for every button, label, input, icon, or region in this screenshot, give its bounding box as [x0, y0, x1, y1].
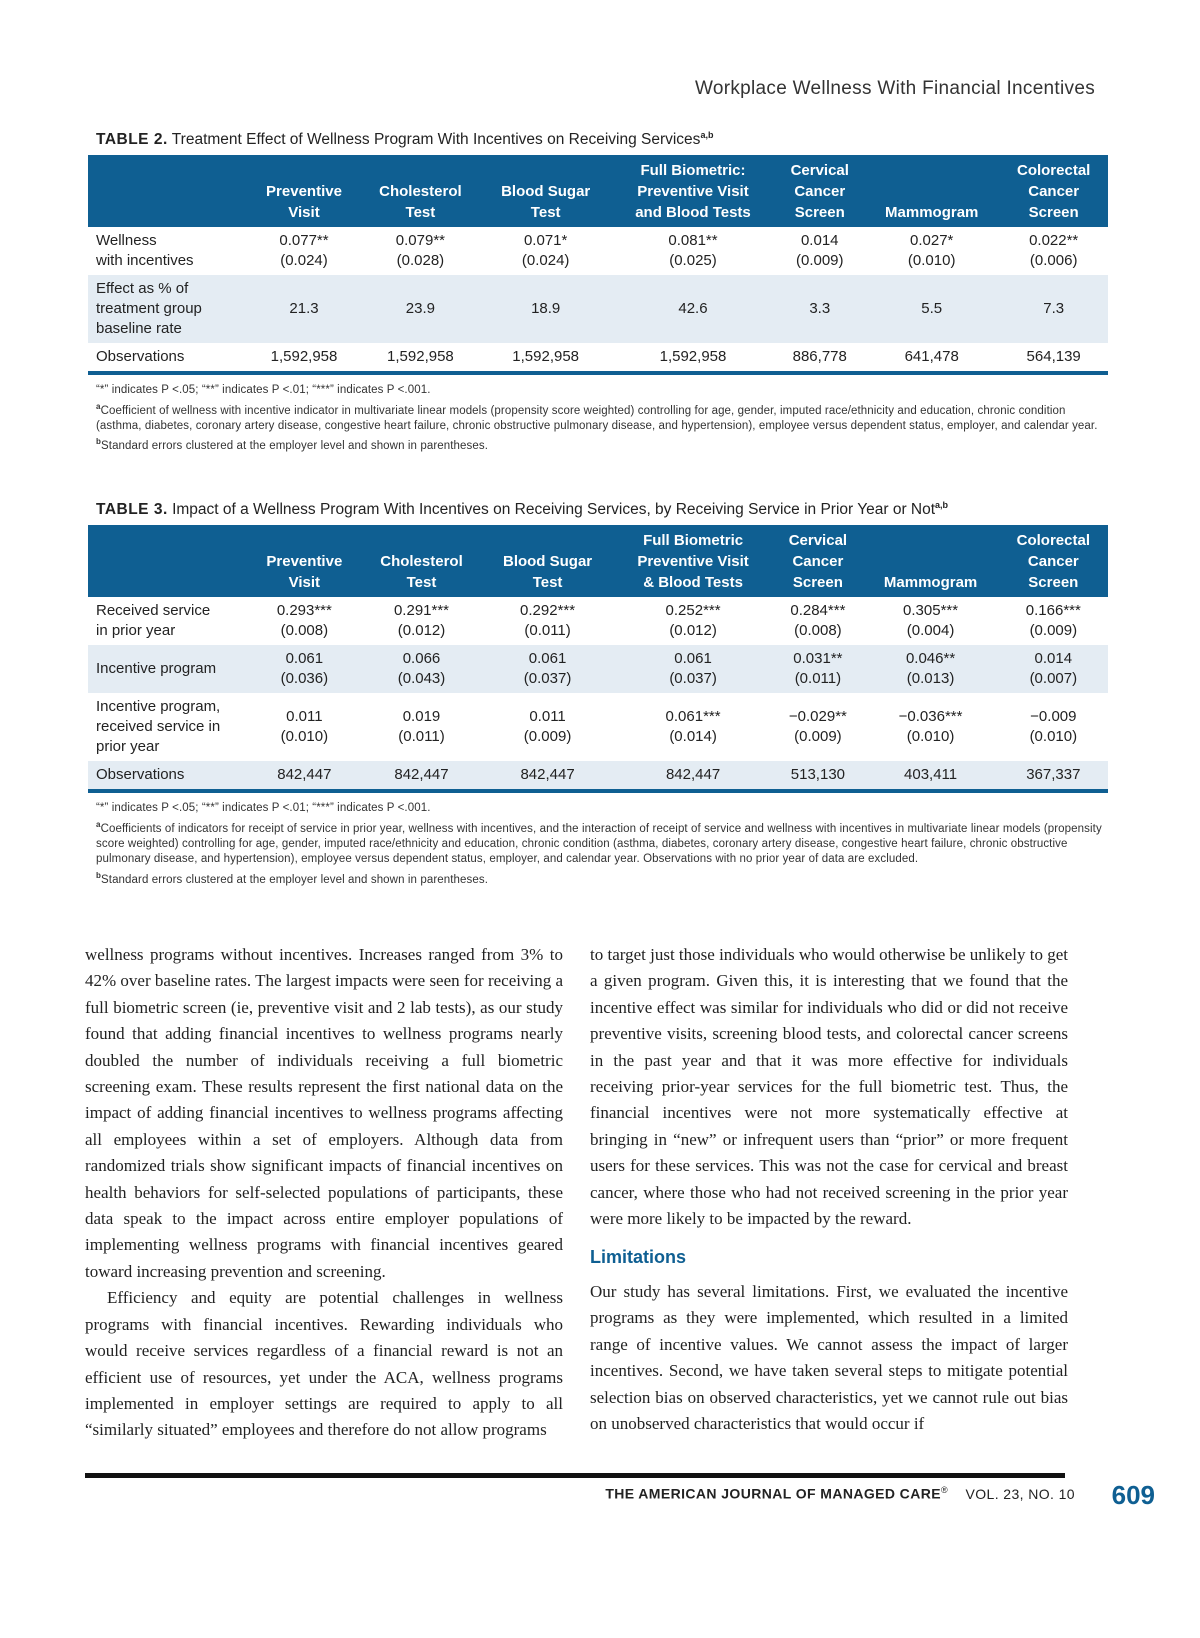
cell-value: (0.037) — [523, 670, 572, 688]
cell-value: 842,447 — [665, 766, 721, 784]
cell-value: 5.5 — [921, 300, 943, 318]
column-header-line: Screen — [794, 204, 845, 222]
column-header — [361, 525, 483, 597]
column-header-line — [92, 183, 96, 200]
footer — [605, 1485, 1075, 1502]
column-header-line: Colorectal — [1016, 162, 1091, 180]
cell-value: (0.013) — [906, 670, 955, 688]
cell-value: 1,592,958 — [270, 348, 338, 366]
cell-value: 0.061 — [528, 650, 567, 668]
cell-value: (0.012) — [397, 622, 446, 640]
cell-value: 403,411 — [904, 766, 958, 784]
column-header-line: Blood Sugar — [501, 183, 591, 201]
table-3-notes — [96, 801, 1108, 888]
cell-value: (0.025) — [669, 252, 717, 270]
cell-value: 842,447 — [394, 766, 449, 784]
cell-value: 0.014 — [800, 232, 839, 250]
journal-name: THE AMERICAN JOURNAL OF MANAGED CARE — [605, 1485, 941, 1502]
column-header-line: Visit — [288, 574, 321, 592]
cell-value: (0.011) — [524, 622, 571, 640]
cell-value: (0.006) — [1029, 252, 1078, 270]
column-header-line — [418, 162, 422, 179]
table-cell — [360, 343, 481, 373]
row-label — [88, 645, 248, 693]
column-header-line — [930, 162, 934, 179]
table-3-label: TABLE 3. — [96, 501, 168, 519]
cell-value: (0.009) — [795, 252, 844, 270]
row-label-line: Observations — [96, 348, 185, 366]
table-row — [88, 597, 1108, 645]
column-header-line: Test — [405, 204, 436, 222]
cell-value: 18.9 — [531, 300, 561, 318]
column-header-line — [544, 162, 548, 179]
table-cell — [481, 227, 611, 275]
cell-value: (0.009) — [523, 728, 572, 746]
row-label-line: Incentive program, — [96, 698, 221, 716]
table-cell — [613, 761, 773, 791]
column-header-line: Cholesterol — [380, 553, 463, 571]
cell-value: (0.004) — [906, 622, 955, 640]
row-label — [88, 597, 248, 645]
table-cell — [482, 645, 613, 693]
cell-value: (0.010) — [906, 728, 955, 746]
cell-value: (0.011) — [794, 670, 842, 688]
table-row — [88, 693, 1108, 761]
table-note — [96, 383, 1108, 399]
cell-value: 842,447 — [277, 766, 332, 784]
table-2-caption — [96, 130, 1108, 149]
table-cell — [248, 645, 361, 693]
column-header-line — [545, 532, 549, 549]
table-cell — [999, 227, 1108, 275]
table-note — [96, 399, 1108, 435]
table-cell — [999, 761, 1108, 791]
column-header — [999, 525, 1108, 597]
column-header-line: Preventive Visit — [637, 183, 749, 201]
table-3-title: Impact of a Wellness Program With Incentives on Receiving Services, by Receiving Service in Prior Year or Not — [172, 501, 936, 519]
column-header — [611, 155, 776, 227]
row-label-line: with incentives — [96, 252, 194, 270]
column-header-line: and Blood Tests — [635, 204, 751, 222]
note-text: Coefficient of wellness with incentive indicator in multivariate linear models (propensity score weighted) controlling for age, gender, imputed race/ethnicity and education, chronic condition (asthma, diabetes, coronary artery disease, congestive heart failure, chronic obstructive pulmonary disease, and hypertension), employee versus dependent status, employer, and calendar year. — [96, 404, 1098, 432]
table-cell — [360, 275, 481, 343]
table-cell — [999, 597, 1108, 645]
row-label — [88, 275, 248, 343]
table-cell — [361, 761, 483, 791]
body-column-left — [85, 942, 563, 1444]
row-label-line: in prior year — [96, 622, 176, 640]
cell-value: 0.066 — [402, 650, 441, 668]
table-2-notes — [96, 383, 1108, 455]
column-header-line — [419, 532, 423, 549]
registered-mark: ® — [940, 1485, 948, 1495]
cell-value: 3.3 — [809, 300, 831, 318]
table-cell — [999, 275, 1108, 343]
table-cell — [773, 597, 862, 645]
column-header-line: Full Biometric — [643, 532, 744, 550]
table-cell — [862, 645, 998, 693]
column-header — [864, 155, 999, 227]
row-label-line: prior year — [96, 738, 160, 756]
column-header — [613, 525, 773, 597]
cell-value: 564,139 — [1026, 348, 1081, 366]
column-header — [248, 525, 361, 597]
cell-value: 1,592,958 — [659, 348, 727, 366]
row-label-line: Wellness — [96, 232, 157, 250]
column-header-line: Mammogram — [883, 574, 978, 592]
table-2-header-row — [88, 155, 1108, 227]
column-header-line — [92, 204, 96, 221]
column-header-line: Cholesterol — [379, 183, 462, 201]
cell-value: 0.027* — [910, 232, 954, 250]
cell-value: 0.011 — [286, 708, 323, 726]
note-mark: a — [96, 819, 101, 829]
note-mark: b — [96, 870, 101, 880]
table-note — [96, 868, 1108, 888]
cell-value: 0.061 — [674, 650, 712, 668]
table-cell — [611, 227, 776, 275]
cell-value: 0.284*** — [790, 602, 846, 620]
cell-value: (0.024) — [521, 252, 570, 270]
cell-value: 0.061*** — [665, 708, 721, 726]
column-header-line — [930, 183, 934, 200]
column-header-line: Full Biometric: — [640, 162, 746, 180]
table-cell — [361, 693, 483, 761]
cell-value: (0.037) — [669, 670, 717, 688]
table-cell — [773, 693, 862, 761]
table-row — [88, 343, 1108, 373]
column-header-line — [928, 532, 932, 549]
cell-value: 1,592,958 — [387, 348, 454, 366]
column-header-line: Cancer — [1027, 553, 1079, 571]
table-note — [96, 801, 1108, 817]
column-header-line: Screen — [792, 574, 843, 592]
cell-value: (0.010) — [907, 252, 956, 270]
cell-value: 0.077** — [279, 232, 329, 250]
section-heading-limitations: Limitations — [590, 1247, 687, 1268]
table-cell — [864, 227, 999, 275]
cell-value: (0.036) — [280, 670, 329, 688]
row-label-line: received service in — [96, 718, 221, 736]
column-header-line: Colorectal — [1016, 532, 1090, 550]
table-cell — [481, 343, 611, 373]
body-paragraph: Efficiency and equity are potential challenges in wellness programs with financial incentives. Rewarding individuals who would receive services regardless of a financial reward is not an efficient use of resources, yet under the ACA, wellness programs implemented in employer settings are required to apply to all “similarly situated” employees and therefore do not allow programs — [85, 1288, 563, 1440]
column-header-line — [92, 162, 96, 179]
table-cell — [248, 693, 361, 761]
table-cell — [611, 343, 776, 373]
cell-value: 0.079** — [395, 232, 445, 250]
column-header — [999, 155, 1108, 227]
body-column-right — [590, 942, 1068, 1437]
cell-value: (0.008) — [280, 622, 329, 640]
table-cell — [248, 597, 361, 645]
table-cell — [999, 343, 1108, 373]
column-header-line — [302, 162, 306, 179]
table-cell — [482, 693, 613, 761]
row-label-line: Effect as % of — [96, 280, 189, 298]
column-header-line: & Blood Tests — [643, 574, 743, 592]
table-2-title: Treatment Effect of Wellness Program With Incentives on Receiving Services — [171, 131, 701, 149]
column-header-line: Visit — [288, 204, 320, 222]
table-cell — [613, 645, 773, 693]
page-number: 609 — [1111, 1480, 1155, 1510]
table-row — [88, 275, 1108, 343]
cell-value: −0.029** — [788, 708, 847, 726]
column-header-line: Preventive Visit — [637, 553, 749, 571]
stub-header — [88, 155, 248, 227]
cell-value: 0.305*** — [903, 602, 959, 620]
cell-value: (0.008) — [794, 622, 842, 640]
cell-value: 0.061 — [285, 650, 324, 668]
cell-value: 1,592,958 — [512, 348, 580, 366]
cell-value: (0.014) — [669, 728, 717, 746]
cell-value: 0.031** — [793, 650, 843, 668]
column-header — [862, 525, 998, 597]
volume-issue: VOL. 23, NO. 10 — [965, 1485, 1075, 1502]
cell-value: (0.011) — [398, 728, 445, 746]
row-label — [88, 343, 248, 373]
column-header — [481, 155, 611, 227]
table-cell — [775, 227, 864, 275]
row-label-line: treatment group — [96, 300, 202, 318]
row-label — [88, 761, 248, 791]
column-header-line: Cervical — [790, 162, 849, 180]
footer-rule — [85, 1473, 1065, 1478]
table-2 — [88, 155, 1108, 375]
cell-value: 367,337 — [1026, 766, 1081, 784]
column-header-line: Cancer — [1028, 183, 1080, 201]
column-header-line: Blood Sugar — [502, 553, 593, 571]
table-cell — [248, 227, 360, 275]
cell-value: 0.011 — [529, 708, 566, 726]
cell-value: 0.293*** — [276, 602, 332, 620]
table-cell — [361, 597, 483, 645]
row-label-line: Received service — [96, 602, 211, 620]
table-cell — [999, 693, 1108, 761]
column-header — [773, 525, 862, 597]
cell-value: 641,478 — [904, 348, 959, 366]
column-header-line: Test — [530, 204, 561, 222]
table-cell — [481, 275, 611, 343]
column-header-line: Cervical — [788, 532, 848, 550]
column-header-line: Test — [532, 574, 563, 592]
cell-value: 886,778 — [792, 348, 847, 366]
table-cell — [611, 275, 776, 343]
column-header-line: Preventive — [266, 183, 342, 201]
table-3 — [88, 525, 1108, 793]
table-row — [88, 761, 1108, 791]
column-header-line: Test — [406, 574, 437, 592]
column-header-line: Cancer — [792, 553, 844, 571]
table-cell — [773, 645, 862, 693]
cell-value: 0.291*** — [393, 602, 450, 620]
cell-value: 42.6 — [678, 300, 708, 318]
cell-value: (0.028) — [396, 252, 445, 270]
table-3-header-row — [88, 525, 1108, 597]
cell-value: 0.019 — [402, 708, 441, 726]
stub-header — [88, 525, 248, 597]
table-cell — [248, 343, 360, 373]
table-cell — [613, 693, 773, 761]
table-cell — [775, 343, 864, 373]
table-cell — [361, 645, 483, 693]
column-header-line: Cancer — [794, 183, 846, 201]
cell-value: −0.036*** — [898, 708, 963, 726]
table-row — [88, 227, 1108, 275]
table-note — [96, 817, 1108, 868]
table-cell — [482, 597, 613, 645]
table-2-sup: a,b — [700, 130, 714, 140]
table-3-sup: a,b — [935, 500, 949, 510]
row-label — [88, 693, 248, 761]
column-header-line: Mammogram — [885, 204, 979, 222]
note-mark: a — [96, 401, 101, 411]
column-header-line — [928, 553, 932, 570]
note-text: Standard errors clustered at the employer level and shown in parentheses. — [101, 440, 489, 453]
table-3-block — [88, 500, 1108, 888]
column-header-line: Screen — [1028, 204, 1079, 222]
note-text: Coefficients of indicators for receipt of service in prior year, wellness with incentives, and the interaction of receipt of service and wellness with incentives in multivariate linear models (propensity score weighted) controlling for age, gender, imputed race/ethnicity and education, chronic condition (asthma, diabetes, coronary artery disease, congestive heart failure, chronic obstructive pulmonary disease, and hypertension), employee versus dependent status, employer, and calendar year. Observations with no prior year of data are excluded. — [96, 822, 1102, 866]
table-cell — [864, 275, 999, 343]
row-label-line: Observations — [96, 766, 185, 784]
cell-value: 842,447 — [520, 766, 575, 784]
row-label-line: Incentive program — [96, 660, 217, 678]
column-header — [482, 525, 613, 597]
cell-value: (0.009) — [794, 728, 842, 746]
body-paragraph: to target just those individuals who would otherwise be unlikely to get a given program. Given this, it is interesting that we found that the incentive effect was similar for individuals who did or did not receive preventive visits, screening blood tests, and colorectal cancer screens in the past year and that it was more effective for individuals receiving prior-year services for the full biometric test. Thus, the financial incentives were not more systematically effective at bringing in “new” or infrequent users than “prior” or more frequent users for these services. This was not the case for cervical and breast cancer, where those who had not received screening in the prior year were more likely to be impacted by the reward. — [590, 945, 1068, 1229]
table-2-block — [88, 130, 1108, 455]
cell-value: 0.166*** — [1025, 602, 1081, 620]
row-label — [88, 227, 248, 275]
table-cell — [482, 761, 613, 791]
cell-value: 0.292*** — [520, 602, 576, 620]
body-paragraph: Our study has several limitations. First, we evaluated the incentive programs as they were implemented, which resulted in a limited range of incentive values. We cannot assess the impact of larger incentives. Second, we have taken several steps to mitigate potential selection bias on observed characteristics, yet we cannot rule out bias on unobserved characteristics that would occur if — [590, 1281, 1068, 1433]
cell-value: 0.046** — [905, 650, 956, 668]
table-cell — [613, 597, 773, 645]
cell-value: (0.010) — [1029, 728, 1078, 746]
cell-value: 0.014 — [1034, 650, 1073, 668]
table-cell — [248, 761, 361, 791]
table-cell — [862, 693, 998, 761]
table-cell — [999, 645, 1108, 693]
column-header-line — [92, 532, 96, 549]
table-note — [96, 434, 1108, 454]
note-mark: b — [96, 437, 101, 447]
table-cell — [773, 761, 862, 791]
cell-value: (0.009) — [1029, 622, 1078, 640]
cell-value: 23.9 — [405, 300, 435, 318]
cell-value: (0.010) — [280, 728, 329, 746]
table-cell — [775, 275, 864, 343]
column-header-line: Screen — [1028, 574, 1079, 592]
table-2-label: TABLE 2. — [96, 131, 168, 149]
column-header — [775, 155, 864, 227]
cell-value: 0.081** — [668, 232, 718, 250]
cell-value: (0.012) — [669, 622, 717, 640]
table-cell — [862, 761, 998, 791]
column-header — [360, 155, 481, 227]
note-text: “*” indicates P <.05; “**” indicates P <.01; “***” indicates P <.001. — [96, 384, 431, 397]
column-header-line — [92, 553, 96, 570]
cell-value: 21.3 — [289, 300, 319, 318]
note-text: “*” indicates P <.05; “**” indicates P <.01; “***” indicates P <.001. — [96, 802, 431, 815]
column-header-line — [92, 574, 96, 591]
table-row — [88, 645, 1108, 693]
running-head: Workplace Wellness With Financial Incentives — [694, 78, 1095, 99]
table-cell — [862, 597, 998, 645]
cell-value: 7.3 — [1043, 300, 1065, 318]
row-label-line: baseline rate — [96, 320, 182, 338]
cell-value: 0.022** — [1029, 232, 1079, 250]
cell-value: 0.071* — [523, 232, 568, 250]
body-paragraph: wellness programs without incentives. Increases ranged from 3% to 42% over baseline rates. The largest impacts were seen for receiving a full biometric screen (ie, preventive visit and 2 lab tests), as our study found that adding financial incentives to wellness programs nearly doubled the number of individuals receiving a full biometric screening exam. These results represent the first national data on the impact of adding financial incentives to wellness programs affecting all employees within a set of employers. Although data from randomized trials show significant impacts of financial incentives on health behaviors for self-selected populations of participants, these data speak to the impact across entire employer populations of implementing wellness programs with financial incentives geared toward increasing prevention and screening. — [85, 945, 564, 1281]
column-header — [248, 155, 360, 227]
table-cell — [248, 275, 360, 343]
table-3-caption — [96, 500, 1108, 519]
cell-value: 0.252*** — [665, 602, 721, 620]
cell-value: 513,130 — [790, 766, 846, 784]
cell-value: (0.043) — [397, 670, 446, 688]
column-header-line — [302, 532, 306, 549]
table-cell — [360, 227, 481, 275]
cell-value: −0.009 — [1030, 708, 1077, 726]
note-text: Standard errors clustered at the employer level and shown in parentheses. — [101, 873, 489, 886]
table-cell — [864, 343, 999, 373]
column-header-line: Preventive — [266, 553, 343, 571]
cell-value: (0.024) — [280, 252, 328, 270]
cell-value: (0.007) — [1029, 670, 1078, 688]
